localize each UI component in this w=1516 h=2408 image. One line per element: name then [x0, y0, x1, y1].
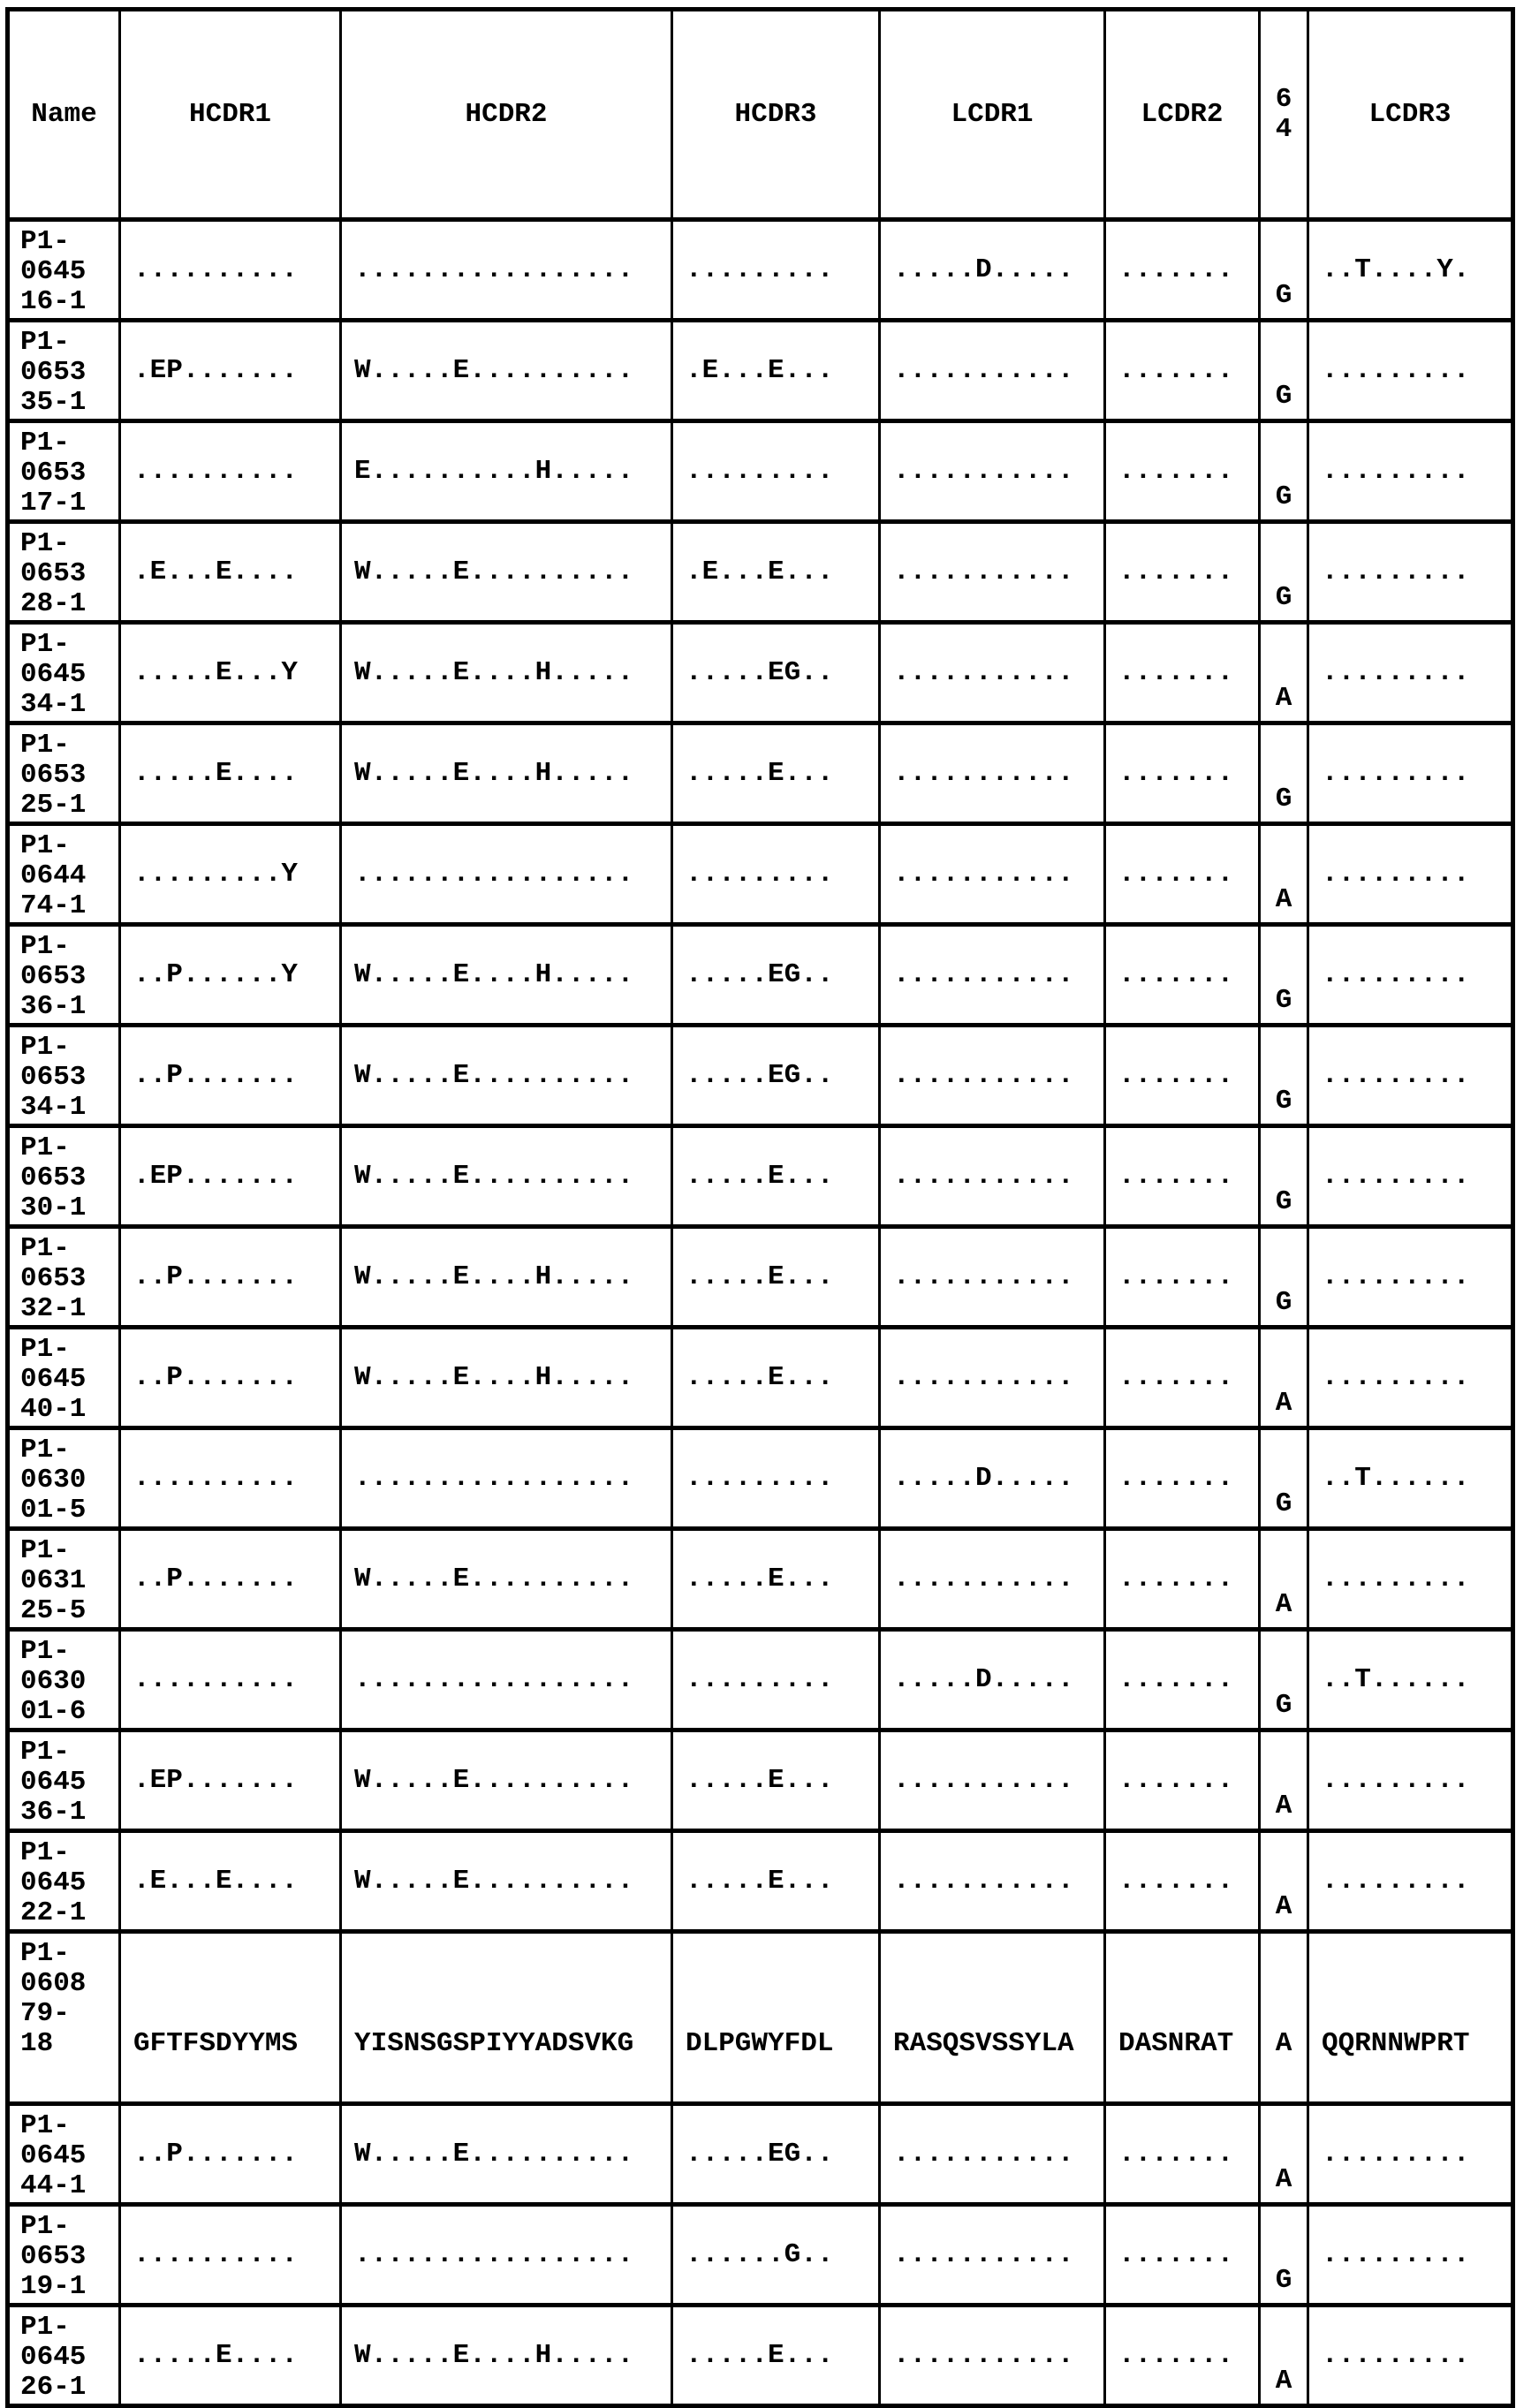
- name-cell: P1- 0653 17-1: [8, 421, 120, 522]
- hcdr2-cell: W.....E..........: [341, 321, 672, 421]
- hcdr1-cell: ..P.......: [120, 1227, 341, 1328]
- pos64-cell: A: [1260, 2306, 1308, 2406]
- lcdr2-cell: .......: [1105, 925, 1260, 1026]
- lcdr3-cell: .........: [1308, 1126, 1513, 1227]
- hcdr1-cell: .EP.......: [120, 321, 341, 421]
- lcdr2-cell: .......: [1105, 623, 1260, 723]
- name-cell: P1- 0645 34-1: [8, 623, 120, 723]
- hcdr2-cell: .................: [341, 2205, 672, 2306]
- hcdr3-cell: .....EG..: [672, 925, 880, 1026]
- hcdr3-cell: .....E...: [672, 1730, 880, 1831]
- lcdr1-cell: ...........: [880, 1126, 1105, 1227]
- hcdr1-cell: ..........: [120, 421, 341, 522]
- column-header-hcdr3: HCDR3: [672, 10, 880, 220]
- pos64-cell: G: [1260, 421, 1308, 522]
- column-header-name: Name: [8, 10, 120, 220]
- hcdr2-cell: W.....E....H.....: [341, 1328, 672, 1428]
- hcdr3-cell: .E...E...: [672, 321, 880, 421]
- lcdr1-cell: ...........: [880, 623, 1105, 723]
- pos64-cell: A: [1260, 824, 1308, 925]
- name-cell: P1- 0630 01-5: [8, 1428, 120, 1529]
- table-row: [8, 1328, 1513, 1428]
- hcdr1-cell: ..P......Y: [120, 925, 341, 1026]
- pos64-cell: G: [1260, 1227, 1308, 1328]
- hcdr2-cell: W.....E....H.....: [341, 723, 672, 824]
- lcdr1-cell: ...........: [880, 2205, 1105, 2306]
- name-cell: P1- 0645 36-1: [8, 1730, 120, 1831]
- column-header-lcdr1: LCDR1: [880, 10, 1105, 220]
- hcdr3-cell: .....E...: [672, 2306, 880, 2406]
- hcdr3-cell: .....E...: [672, 1126, 880, 1227]
- name-cell: P1- 0608 79- 18: [8, 1932, 120, 2104]
- lcdr3-cell: ..T......: [1308, 1630, 1513, 1730]
- hcdr1-cell: ..P.......: [120, 1026, 341, 1126]
- hcdr1-cell: ..........: [120, 1630, 341, 1730]
- hcdr2-cell: W.....E..........: [341, 1730, 672, 1831]
- lcdr2-cell: .......: [1105, 321, 1260, 421]
- lcdr1-cell: ...........: [880, 1328, 1105, 1428]
- hcdr3-cell: .........: [672, 220, 880, 321]
- table-row: [8, 2104, 1513, 2205]
- lcdr3-cell: .........: [1308, 925, 1513, 1026]
- table-row: [8, 925, 1513, 1026]
- table-row: [8, 723, 1513, 824]
- lcdr1-cell: ...........: [880, 925, 1105, 1026]
- pos64-cell: G: [1260, 723, 1308, 824]
- name-cell: P1- 0645 26-1: [8, 2306, 120, 2406]
- lcdr1-cell: ...........: [880, 1227, 1105, 1328]
- lcdr2-cell: .......: [1105, 1126, 1260, 1227]
- lcdr2-cell: .......: [1105, 1831, 1260, 1932]
- lcdr1-cell: ...........: [880, 1730, 1105, 1831]
- hcdr3-cell: .....EG..: [672, 2104, 880, 2205]
- column-header-64: 6 4: [1260, 10, 1308, 220]
- hcdr1-cell: ..........: [120, 220, 341, 321]
- hcdr3-cell: .E...E...: [672, 522, 880, 623]
- pos64-cell: G: [1260, 522, 1308, 623]
- lcdr1-cell: RASQSVSSYLA: [880, 1932, 1105, 2104]
- hcdr3-cell: .....EG..: [672, 1026, 880, 1126]
- lcdr3-cell: .........: [1308, 522, 1513, 623]
- lcdr3-cell: ..T......: [1308, 1428, 1513, 1529]
- hcdr3-cell: .........: [672, 1428, 880, 1529]
- lcdr3-cell: .........: [1308, 1730, 1513, 1831]
- lcdr1-cell: ...........: [880, 824, 1105, 925]
- pos64-cell: G: [1260, 2205, 1308, 2306]
- lcdr3-cell: .........: [1308, 1529, 1513, 1630]
- name-cell: P1- 0645 40-1: [8, 1328, 120, 1428]
- lcdr3-cell: .........: [1308, 824, 1513, 925]
- lcdr2-cell: .......: [1105, 1630, 1260, 1730]
- column-header-hcdr1: HCDR1: [120, 10, 341, 220]
- hcdr3-cell: .....E...: [672, 1831, 880, 1932]
- lcdr2-cell: DASNRAT: [1105, 1932, 1260, 2104]
- lcdr3-cell: QQRNNWPRT: [1308, 1932, 1513, 2104]
- lcdr1-cell: ...........: [880, 723, 1105, 824]
- hcdr1-cell: .........Y: [120, 824, 341, 925]
- lcdr1-cell: ...........: [880, 2306, 1105, 2406]
- column-header-hcdr2: HCDR2: [341, 10, 672, 220]
- lcdr2-cell: .......: [1105, 1730, 1260, 1831]
- lcdr3-cell: .........: [1308, 1026, 1513, 1126]
- lcdr1-cell: ...........: [880, 1529, 1105, 1630]
- table-row: [8, 522, 1513, 623]
- pos64-cell: A: [1260, 1831, 1308, 1932]
- lcdr2-cell: .......: [1105, 522, 1260, 623]
- hcdr2-cell: W.....E....H.....: [341, 925, 672, 1026]
- header-row: [8, 10, 1513, 220]
- name-cell: P1- 0645 16-1: [8, 220, 120, 321]
- pos64-cell: G: [1260, 220, 1308, 321]
- lcdr3-cell: .........: [1308, 2306, 1513, 2406]
- lcdr2-cell: .......: [1105, 723, 1260, 824]
- pos64-cell: G: [1260, 1630, 1308, 1730]
- hcdr1-cell: ..........: [120, 1428, 341, 1529]
- lcdr3-cell: .........: [1308, 1328, 1513, 1428]
- pos64-cell: G: [1260, 925, 1308, 1026]
- lcdr3-cell: .........: [1308, 623, 1513, 723]
- hcdr1-cell: .E...E....: [120, 1831, 341, 1932]
- hcdr2-cell: E..........H.....: [341, 421, 672, 522]
- name-cell: P1- 0653 34-1: [8, 1026, 120, 1126]
- name-cell: P1- 0653 28-1: [8, 522, 120, 623]
- hcdr2-cell: YISNSGSPIYYADSVKG: [341, 1932, 672, 2104]
- name-cell: P1- 0645 22-1: [8, 1831, 120, 1932]
- lcdr1-cell: ...........: [880, 1831, 1105, 1932]
- hcdr2-cell: W.....E..........: [341, 1026, 672, 1126]
- hcdr2-cell: W.....E....H.....: [341, 1227, 672, 1328]
- hcdr2-cell: W.....E..........: [341, 1529, 672, 1630]
- lcdr3-cell: .........: [1308, 1227, 1513, 1328]
- lcdr2-cell: .......: [1105, 2205, 1260, 2306]
- name-cell: P1- 0653 30-1: [8, 1126, 120, 1227]
- column-header-lcdr2: LCDR2: [1105, 10, 1260, 220]
- table-row: [8, 2306, 1513, 2406]
- hcdr2-cell: .................: [341, 1630, 672, 1730]
- hcdr3-cell: .....E...: [672, 723, 880, 824]
- lcdr2-cell: .......: [1105, 1428, 1260, 1529]
- hcdr1-cell: ..P.......: [120, 1328, 341, 1428]
- lcdr2-cell: .......: [1105, 1529, 1260, 1630]
- hcdr3-cell: .........: [672, 421, 880, 522]
- lcdr2-cell: .......: [1105, 2104, 1260, 2205]
- lcdr1-cell: ...........: [880, 1026, 1105, 1126]
- hcdr1-cell: ..........: [120, 2205, 341, 2306]
- table-row-reference: [8, 1932, 1513, 2104]
- hcdr2-cell: W.....E....H.....: [341, 623, 672, 723]
- table-row: [8, 2205, 1513, 2306]
- hcdr2-cell: W.....E..........: [341, 1126, 672, 1227]
- hcdr1-cell: ..P.......: [120, 2104, 341, 2205]
- hcdr2-cell: W.....E..........: [341, 522, 672, 623]
- table-row: [8, 1831, 1513, 1932]
- column-header-lcdr3: LCDR3: [1308, 10, 1513, 220]
- name-cell: P1- 0653 19-1: [8, 2205, 120, 2306]
- name-cell: P1- 0653 25-1: [8, 723, 120, 824]
- name-cell: P1- 0630 01-6: [8, 1630, 120, 1730]
- pos64-cell: G: [1260, 1428, 1308, 1529]
- table-row: [8, 1126, 1513, 1227]
- table-row: [8, 1630, 1513, 1730]
- table-header: [8, 10, 1513, 220]
- hcdr3-cell: .........: [672, 824, 880, 925]
- lcdr3-cell: .........: [1308, 723, 1513, 824]
- pos64-cell: G: [1260, 1126, 1308, 1227]
- lcdr3-cell: .........: [1308, 2104, 1513, 2205]
- hcdr1-cell: .EP.......: [120, 1126, 341, 1227]
- table-row: [8, 623, 1513, 723]
- lcdr3-cell: ..T....Y.: [1308, 220, 1513, 321]
- lcdr2-cell: .......: [1105, 2306, 1260, 2406]
- hcdr2-cell: W.....E..........: [341, 1831, 672, 1932]
- name-cell: P1- 0653 35-1: [8, 321, 120, 421]
- hcdr1-cell: .....E....: [120, 2306, 341, 2406]
- pos64-cell: A: [1260, 1730, 1308, 1831]
- hcdr2-cell: .................: [341, 1428, 672, 1529]
- hcdr2-cell: W.....E..........: [341, 2104, 672, 2205]
- lcdr2-cell: .......: [1105, 824, 1260, 925]
- table-row: [8, 1730, 1513, 1831]
- table-row: [8, 1026, 1513, 1126]
- table-row: [8, 824, 1513, 925]
- hcdr3-cell: .....E...: [672, 1227, 880, 1328]
- lcdr1-cell: .....D.....: [880, 220, 1105, 321]
- pos64-cell: A: [1260, 1529, 1308, 1630]
- lcdr2-cell: .......: [1105, 1227, 1260, 1328]
- hcdr3-cell: .....E...: [672, 1328, 880, 1428]
- table-row: [8, 321, 1513, 421]
- name-cell: P1- 0653 32-1: [8, 1227, 120, 1328]
- lcdr1-cell: .....D.....: [880, 1630, 1105, 1730]
- hcdr1-cell: .E...E....: [120, 522, 341, 623]
- lcdr1-cell: ...........: [880, 2104, 1105, 2205]
- lcdr3-cell: .........: [1308, 321, 1513, 421]
- pos64-cell: A: [1260, 623, 1308, 723]
- lcdr3-cell: .........: [1308, 421, 1513, 522]
- hcdr2-cell: W.....E....H.....: [341, 2306, 672, 2406]
- hcdr3-cell: .....E...: [672, 1529, 880, 1630]
- lcdr3-cell: .........: [1308, 2205, 1513, 2306]
- table-row: [8, 1529, 1513, 1630]
- lcdr1-cell: ...........: [880, 421, 1105, 522]
- table-row: [8, 1227, 1513, 1328]
- hcdr3-cell: DLPGWYFDL: [672, 1932, 880, 2104]
- lcdr1-cell: .....D.....: [880, 1428, 1105, 1529]
- hcdr1-cell: GFTFSDYYMS: [120, 1932, 341, 2104]
- lcdr2-cell: .......: [1105, 220, 1260, 321]
- name-cell: P1- 0631 25-5: [8, 1529, 120, 1630]
- lcdr1-cell: ...........: [880, 321, 1105, 421]
- lcdr3-cell: .........: [1308, 1831, 1513, 1932]
- table-body: [8, 220, 1513, 2406]
- lcdr2-cell: .......: [1105, 421, 1260, 522]
- pos64-cell: A: [1260, 1328, 1308, 1428]
- lcdr2-cell: .......: [1105, 1328, 1260, 1428]
- pos64-cell: G: [1260, 1026, 1308, 1126]
- hcdr1-cell: ..P.......: [120, 1529, 341, 1630]
- hcdr3-cell: ......G..: [672, 2205, 880, 2306]
- cdr-sequence-table: [5, 7, 1515, 2408]
- lcdr2-cell: .......: [1105, 1026, 1260, 1126]
- hcdr3-cell: .........: [672, 1630, 880, 1730]
- name-cell: P1- 0653 36-1: [8, 925, 120, 1026]
- table-row: [8, 1428, 1513, 1529]
- pos64-cell: A: [1260, 2104, 1308, 2205]
- pos64-cell: G: [1260, 321, 1308, 421]
- hcdr2-cell: .................: [341, 824, 672, 925]
- hcdr1-cell: .....E...Y: [120, 623, 341, 723]
- hcdr1-cell: .....E....: [120, 723, 341, 824]
- hcdr2-cell: .................: [341, 220, 672, 321]
- table-row: [8, 220, 1513, 321]
- pos64-cell: A: [1260, 1932, 1308, 2104]
- hcdr3-cell: .....EG..: [672, 623, 880, 723]
- name-cell: P1- 0644 74-1: [8, 824, 120, 925]
- hcdr1-cell: .EP.......: [120, 1730, 341, 1831]
- table-row: [8, 421, 1513, 522]
- name-cell: P1- 0645 44-1: [8, 2104, 120, 2205]
- lcdr1-cell: ...........: [880, 522, 1105, 623]
